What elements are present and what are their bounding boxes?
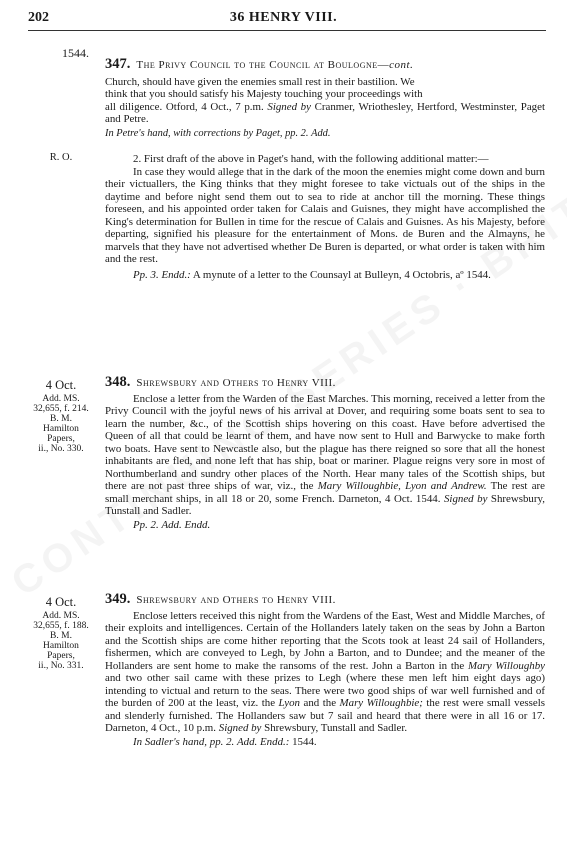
page-number: 202 (28, 10, 49, 25)
margin-ref-ro: R. O. (49, 152, 73, 163)
entry-347-heading (105, 58, 545, 72)
entry-348-date: 4 Oct. (45, 378, 77, 392)
entry-number: 349. (105, 591, 131, 607)
entry-347-line-2: think that you should satisfy his Majesty touching your proceedings with (105, 88, 423, 100)
entry-349-date: 4 Oct. (45, 595, 77, 609)
entry-title: Shrewsbury and Others to Henry VIII. (136, 594, 336, 606)
entry-347-footnote: In Petre's hand, with corrections by Paget, pp. 2. Add. (105, 127, 331, 139)
entry-349 (105, 593, 545, 748)
draft-text: In case they would allege that in the dark of the moon the enemies might come down and burn their victuallers, the King thinks that they might foresee to take victuals out of the ships in the daytime and before night send them out to sea to ride at anchor till the morning. These things foreseen, and his appointed order taken for Calais and Guisnes, they might have accomplished the King's determination for Bullen in time for the rescue of Calais and Guisnes. As his Majesty, before departing, signified his pleasure for the entertainment of Mons. de Buren and the Almayns, he marvels that they have not advertised whether De Buren is departed, or what order is taken with him and the rest. (105, 165, 545, 265)
entry-349-source: Add. MS. 32,655, f. 188. B. M. Hamilton Papers, ii., No. 331. (33, 611, 89, 671)
entry-348 (105, 376, 545, 531)
entry-348-text: Enclose a letter from the Warden of the East Marches. This morning, received a letter from the Privy Council with the joyful news of his arrival at Dover, and requiring some boats sent to sea to learn the number, &c., of the Scottish ships hovering on this coast. Have before advertised the Queen of all that could be learnt of them, and have now sent to Hull and Barwycke to make forth two boats. Have sent to Newcastle also, but the plague has there reigned so sore that all the honest inhabitants are fled, and none left that has ship, boat or mariner. Plague reigns very sore in most of Northumberland and sundry other places of the North. Hear many tales of the Scottish ships, but there are not past three ships of war, viz., the Mary Willoughbie, Lyon and Andrew. The rest are small merchant ships, in all 18 or 20, some French. Darneton, 4 Oct. 1544. Signed by Shrewsbury, Tunstall and Sadler. (105, 392, 545, 517)
margin-year: 1544. (62, 46, 89, 60)
header-rule (28, 30, 546, 31)
entry-number: 347. (105, 56, 131, 72)
running-title: 36 HENRY VIII. (229, 10, 338, 25)
entry-349-footnote: In Sadler's hand, pp. 2. Add. Endd.: 1544. (133, 735, 317, 748)
entry-347-line-3: all diligence. Otford, 4 Oct., 7 p.m. Signed by Cranmer, Wriothesley, Hertford, Westminster, Paget and Petre. (105, 100, 545, 125)
entry-347-draft (105, 153, 545, 281)
entry-349-heading (105, 593, 545, 607)
entry-title: The Privy Council to the Council at Boulogne— (136, 59, 390, 71)
entry-347 (105, 58, 545, 140)
entry-cont: cont. (389, 59, 414, 71)
entry-349-text: Enclose letters received this night from the Wardens of the East, West and Middle Marches, of their exploits and intelligences. Certain of the Hollanders lately taken on the seas by John a Barton and the Scottish ships are come hither reporting that the Scots took at least 24 sail of Hollanders, fishermen, which are conveyed to Legh, by John a Barton, and to Dundee; and the meaner of the Hollanders are sent home to make the ransoms of the rest. John a Barton in the Mary Willoughby and two other sail came with these prizes to Legh (where these men left him eight days ago) intending to victual and return to the seas. There were two good ships of war well furnished and of the burden of 200 at the least, viz. the Lyon and the Mary Willoughbie; the rest were small vessels and slenderly furnished. The Hollanders saw but 7 sail and heard that there were in all 16 or 17. Darneton, 4 Oct., 10 p.m. Signed by Shrewsbury, Tunstall and Sadler. (105, 609, 546, 734)
entry-title: Shrewsbury and Others to Henry VIII. (136, 377, 336, 389)
draft-intro: 2. First draft of the above in Paget's hand, with the following additional matter:— (133, 153, 489, 165)
draft-footnote: Pp. 3. Endd.: A mynute of a letter to the Counsayl at Bulleyn, 4 Octobris, aº 1544. (133, 268, 491, 281)
entry-348-heading (105, 376, 545, 390)
entry-number: 348. (105, 374, 131, 390)
entry-348-source: Add. MS. 32,655, f. 214. B. M. Hamilton Papers, ii., No. 330. (33, 394, 89, 454)
entry-348-footnote: Pp. 2. Add. Endd. (133, 518, 211, 531)
entry-347-line-1: Church, should have given the enemies small rest in their bastilion. We (105, 75, 415, 88)
